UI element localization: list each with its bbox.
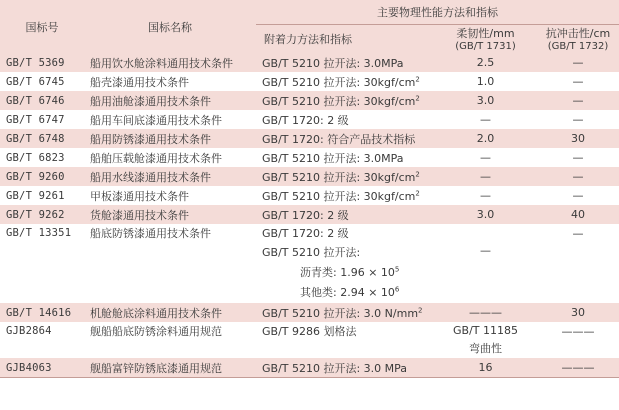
cell-name: 船用油舱漆通用技术条件 xyxy=(84,91,256,110)
header-flex-line1: 柔韧性/mm xyxy=(456,26,515,40)
table-header xyxy=(0,0,619,53)
cell-adhesion: GB/T 5210 拉开法: 3.0MPa xyxy=(256,53,434,72)
cell-flex: ——— xyxy=(434,303,537,322)
cell-name: 船舶压载舱漆通用技术条件 xyxy=(84,148,256,167)
cell-name: 船壳漆通用技术条件 xyxy=(84,72,256,91)
adhesion-sup: 2 xyxy=(415,93,420,102)
flex-line2: 弯曲性 xyxy=(469,342,502,355)
table-row xyxy=(0,322,619,358)
cell-code: GB/T 9262 xyxy=(0,205,84,224)
name-text: 舰船船底防锈涂料通用规范 xyxy=(90,325,222,338)
cell-impact xyxy=(537,224,619,303)
adhesion-text: GB/T 5210 拉开法: 30kgf/cm xyxy=(262,94,416,108)
cell-name: 货舱漆通用技术条件 xyxy=(84,205,256,224)
table-row xyxy=(0,224,619,303)
cell-impact: — xyxy=(537,110,619,129)
adhesion-text: GB/T 5210 拉开法: 30kgf/cm xyxy=(262,75,416,89)
cell-flex: 3.0 xyxy=(434,91,537,110)
cell-impact: — xyxy=(537,91,619,110)
adhesion-line4 xyxy=(262,283,434,303)
header-impact xyxy=(537,25,619,54)
adhesion-text: GB/T 5210 拉开法: 30kgf/cm xyxy=(262,170,416,184)
cell-flex: 2.0 xyxy=(434,129,537,148)
cell-code: GB/T 6745 xyxy=(0,72,84,91)
cell-adhesion: GB/T 5210 拉开法: 3.0MPa xyxy=(256,148,434,167)
cell-adhesion: GB/T 1720: 2 级 xyxy=(256,110,434,129)
cell-adhesion: GB/T 1720: 2 级 xyxy=(256,205,434,224)
name-text: 船底防锈漆通用技术条件 xyxy=(90,227,211,240)
adhesion-sup: 2 xyxy=(415,188,420,197)
adhesion-line4-sup: 6 xyxy=(394,285,400,294)
cell-flex: — xyxy=(434,186,537,205)
table-row xyxy=(0,129,619,148)
cell-adhesion xyxy=(256,72,434,91)
cell-name: 甲板漆通用技术条件 xyxy=(84,186,256,205)
adhesion-text: GB/T 5210 拉开法: 30kgf/cm xyxy=(262,189,416,203)
cell-code: GB/T 5369 xyxy=(0,53,84,72)
table-row xyxy=(0,91,619,110)
cell-adhesion xyxy=(256,91,434,110)
table-row xyxy=(0,110,619,129)
cell-impact: — xyxy=(537,53,619,72)
flex-line1: GB/T 11185 xyxy=(453,324,518,337)
cell-adhesion: GB/T 1720: 符合产品技术指标 xyxy=(256,129,434,148)
cell-flex xyxy=(434,322,537,358)
adhesion-sup: 2 xyxy=(418,305,423,314)
adhesion-sup: 2 xyxy=(415,169,420,178)
cell-name xyxy=(84,322,256,358)
cell-adhesion: GB/T 5210 拉开法: 3.0 MPa xyxy=(256,358,434,378)
cell-adhesion xyxy=(256,322,434,358)
header-flex xyxy=(434,25,537,54)
adhesion-text: GB/T 5210 拉开法: 3.0 N/mm xyxy=(262,306,419,320)
cell-code: GB/T 14616 xyxy=(0,303,84,322)
cell-flex: 2.5 xyxy=(434,53,537,72)
cell-name: 舰船富锌防锈底漆通用规范 xyxy=(84,358,256,378)
table-row xyxy=(0,186,619,205)
header-adhesion: 附着力方法和指标 xyxy=(256,25,434,54)
cell-adhesion xyxy=(256,303,434,322)
cell-name: 船用防锈漆通用技术条件 xyxy=(84,129,256,148)
adhesion-line4-text: 其他类: 2.94 × 10 xyxy=(300,286,395,299)
table-row xyxy=(0,167,619,186)
adhesion-line3-text: 沥青类: 1.96 × 10 xyxy=(300,266,395,279)
adhesion-line1: GB/T 1720: 2 级 xyxy=(262,227,349,240)
cell-impact: — xyxy=(537,186,619,205)
code-text: GB/T 13351 xyxy=(6,227,72,239)
cell-code xyxy=(0,322,84,358)
table-row xyxy=(0,148,619,167)
cell-flex: 3.0 xyxy=(434,205,537,224)
header-impact-line2: (GB/T 1732) xyxy=(547,40,609,52)
cell-code: GB/T 6747 xyxy=(0,110,84,129)
table-row xyxy=(0,358,619,378)
header-name: 国标名称 xyxy=(84,0,256,53)
adhesion-line3 xyxy=(262,263,434,283)
cell-adhesion xyxy=(256,224,434,303)
cell-code: GB/T 9261 xyxy=(0,186,84,205)
cell-name: 船用饮水舱涂料通用技术条件 xyxy=(84,53,256,72)
cell-adhesion xyxy=(256,167,434,186)
header-impact-line1: 抗冲击性/cm xyxy=(545,26,611,40)
cell-code: GB/T 9260 xyxy=(0,167,84,186)
cell-flex: 1.0 xyxy=(434,72,537,91)
cell-impact: — xyxy=(537,72,619,91)
cell-flex: — xyxy=(434,148,537,167)
impact-text: — xyxy=(572,227,584,240)
cell-adhesion xyxy=(256,186,434,205)
header-flex-line2: (GB/T 1731) xyxy=(455,40,516,52)
table-row xyxy=(0,303,619,322)
adhesion-sup: 2 xyxy=(415,74,420,83)
table-row xyxy=(0,53,619,72)
cell-impact xyxy=(537,322,619,358)
adhesion-line3-sup: 5 xyxy=(394,265,400,274)
cell-impact: 40 xyxy=(537,205,619,224)
table-row xyxy=(0,72,619,91)
cell-impact: ——— xyxy=(537,358,619,378)
header-group-title: 主要物理性能方法和指标 xyxy=(256,0,619,25)
cell-impact: — xyxy=(537,167,619,186)
cell-impact: 30 xyxy=(537,129,619,148)
cell-code: GB/T 6823 xyxy=(0,148,84,167)
code-text: GJB2864 xyxy=(6,325,52,337)
cell-code: GB/T 6748 xyxy=(0,129,84,148)
cell-flex: — xyxy=(434,167,537,186)
cell-impact: — xyxy=(537,148,619,167)
cell-name: 机舱舱底涂料通用技术条件 xyxy=(84,303,256,322)
cell-name: 船用车间底漆通用技术条件 xyxy=(84,110,256,129)
table-row xyxy=(0,205,619,224)
adhesion-text: GB/T 9286 划格法 xyxy=(262,325,357,338)
impact-text: ——— xyxy=(561,325,595,338)
cell-name: 船用水线漆通用技术条件 xyxy=(84,167,256,186)
cell-code: GB/T 6746 xyxy=(0,91,84,110)
cell-code xyxy=(0,224,84,303)
cell-name xyxy=(84,224,256,303)
cell-flex: — xyxy=(434,110,537,129)
header-code: 国标号 xyxy=(0,0,84,53)
cell-code: GJB4063 xyxy=(0,358,84,378)
adhesion-line2: GB/T 5210 拉开法: xyxy=(262,246,361,259)
cell-flex: 16 xyxy=(434,358,537,378)
cell-impact: 30 xyxy=(537,303,619,322)
cell-flex: — xyxy=(434,224,537,303)
